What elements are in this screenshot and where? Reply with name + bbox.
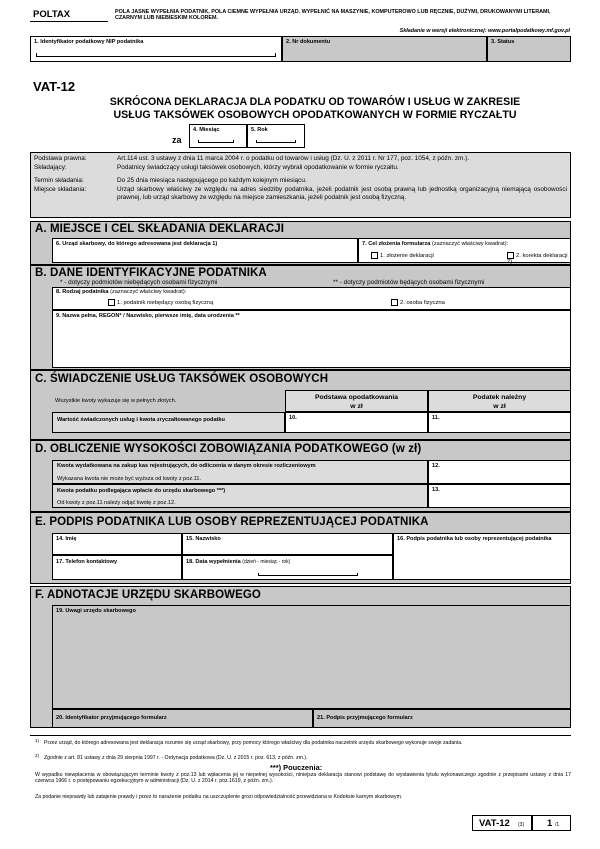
receiver-signature-field: 21. Podpis przyjmującego formularz <box>313 709 571 728</box>
checkbox-icon[interactable] <box>391 299 398 306</box>
date-comb <box>258 573 358 576</box>
header-electronic: Składanie w wersji elektronicznej: www.portalpodatkowy.mf.gov.pl <box>399 28 570 34</box>
place-text: Urząd skarbowy właściwy ze względu na adres siedziby podatnika, jeżeli podatnik jest osobą prawną lub jednostką organizacyjną niemającą osobowości prawnej, lub urząd skarbowy ze względu na miejsce zamieszkania, jeżeli podatnik jest osobą fizyczną. <box>117 186 567 201</box>
fill-date-field[interactable] <box>182 555 393 580</box>
legal-label: Podstawa prawna: <box>34 155 87 162</box>
year-comb <box>256 140 296 143</box>
header-underline <box>30 21 108 22</box>
tax-payable-label: Kwota podatku podlegająca wpłacie do urzędu skarbowego ***) Od kwoty z poz.11 należy odjąć kwotę z poz.12. <box>52 484 428 508</box>
section-d-title: D. OBLICZENIE WYSOKOŚCI ZOBOWIĄZANIA PODATKOWEGO (w zł) <box>35 443 422 455</box>
footnote-1: Przez urząd, do którego adresowana jest deklaracja rozumie się urząd skarbowy, przy pomocy którego właściwy dla podatnika naczelnik urzędu skarbowego wykonuje swoje zadania. <box>44 740 463 746</box>
year-field[interactable] <box>247 124 305 148</box>
office-remarks-field: 19. Uwagi urzędu skarbowego <box>52 605 571 709</box>
services-value-label: Wartość świadczonych usług i kwota zryczałtowanego podatku <box>52 412 285 433</box>
checkbox-icon[interactable] <box>371 252 378 259</box>
nip-field[interactable] <box>30 36 282 62</box>
footnote-2-mark: 2) <box>35 753 40 758</box>
field-12[interactable]: 12. <box>428 460 571 484</box>
first-name-field[interactable]: 14. Imię <box>52 533 182 555</box>
month-comb <box>198 140 234 143</box>
legal-text: Art.114 ust. 3 ustawy z dnia 11 marca 2004 r. o podatku od towarów i usług (Dz. U. z 2011 r. Nr 177, poz. 1054, z późn. zm.). <box>117 155 470 162</box>
section-f-title: F. ADNOTACJE URZĘDU SKARBOWEGO <box>35 589 261 601</box>
phone-field[interactable]: 17. Telefon kontaktowy <box>52 555 182 580</box>
footnote-2: Zgodnie z art. 81 ustawy z dnia 29 sierpnia 1997 r. - Ordynacja podatkowa (Dz. U. z 2015 r. poz. 613, z późn. zm.). <box>44 755 308 761</box>
section-c-title: C. ŚWIADCZENIE USŁUG TAKSÓWEK OSOBOWYCH <box>35 373 329 385</box>
doc-number-label: 2. Nr dokumentu <box>286 39 331 45</box>
form-code: VAT-12 <box>33 79 76 94</box>
footer-page-number: 1 /1 <box>532 815 571 831</box>
pouczenie-2: Za podanie nieprawdy lub zatajenie prawdy i przez to narażenie podatku na uszczuplenie grozi odpowiedzialność przewidziana w Kodeksie karnym skarbowym. <box>35 794 403 800</box>
office-field[interactable] <box>52 238 358 263</box>
field-11[interactable]: 11. <box>428 412 571 433</box>
header-brand: POLTAX <box>33 9 71 20</box>
cash-register-label: Kwota wydatkowana na zakup kas rejestrujących, do odliczenia w danym okresie rozliczeniowym Wykazana kwota nie może być wyższa od kwoty z poz.11. <box>52 460 428 484</box>
month-label: 4. Miesiąc <box>193 127 220 133</box>
footnote-1-mark: 1) <box>35 738 40 743</box>
purpose-label: 7. Cel złożenia formularza (zaznaczyć właściwy kwadrat): <box>362 241 509 247</box>
form-title-2: USŁUG TAKSÓWEK OSOBOWYCH OPODATKOWANYCH W FORMIE RYCZAŁTU <box>113 109 517 121</box>
nip-comb <box>36 53 276 57</box>
deadline-label: Termin składania: <box>34 177 84 184</box>
last-name-field[interactable]: 15. Nazwisko <box>182 533 393 555</box>
doc-number-field <box>282 36 487 62</box>
filer-text: Podatnicy świadczący usługi taksówek osobowych, którzy wybrali opodatkowanie w formie ryczałtu. <box>117 164 399 171</box>
status-field <box>487 36 571 62</box>
field-13[interactable]: 13. <box>428 484 571 508</box>
year-label: 5. Rok <box>251 127 268 133</box>
taxpayer-option-1[interactable]: 1. podatnik niebędący osobą fizyczną <box>108 299 213 306</box>
section-a-title: A. MIEJSCE I CEL SKŁADANIA DEKLARACJI <box>35 223 285 235</box>
pouczenie-heading: ***) Pouczenia: <box>270 763 323 772</box>
nip-label: 1. Identyfikator podatkowy NIP podatnika <box>34 39 144 45</box>
taxpayer-option-2[interactable]: 2. osoba fizyczna <box>391 299 445 306</box>
taxpayer-type-label: 8. Rodzaj podatnika (zaznaczyć właściwy kwadrat): <box>56 289 187 295</box>
tax-base-header: Podstawa opodatkowania w zł <box>285 390 428 412</box>
checkbox-icon[interactable] <box>108 299 115 306</box>
za-label: za <box>172 135 182 145</box>
deadline-text: Do 25 dnia miesiąca następującego po każdym kolejnym miesiącu. <box>117 177 307 184</box>
footer-form-code: VAT-12 (3) <box>472 815 532 831</box>
form-title-1: SKRÓCONA DEKLARACJA DLA PODATKU OD TOWARÓW I USŁUG W ZAKRESIE <box>109 96 521 108</box>
month-field[interactable] <box>189 124 247 148</box>
footnote-rule <box>30 735 571 736</box>
receiver-id-field: 20. Identyfikator przyjmującego formularz <box>52 709 313 728</box>
header-instructions: POLA JASNE WYPEŁNIA PODATNIK, POLA CIEMNE WYPEŁNIA URZĄD. WYPEŁNIĆ NA MASZYNIE, KOMPUTEROWO LUB RĘCZNIE, DUŻYMI, DRUKOWANYMI LITERAMI, CZARNYM LUB NIEBIESKIM KOLOREM. <box>115 9 551 22</box>
filer-label: Składający: <box>34 164 67 171</box>
taxpayer-name-field[interactable] <box>52 310 571 368</box>
taxpayer-type-field <box>52 287 571 310</box>
field-10[interactable]: 10. <box>285 412 428 433</box>
purpose-field <box>358 238 571 266</box>
signature-field[interactable]: 16. Podpis podatnika lub osoby reprezentującej podatnika <box>393 533 571 580</box>
tax-due-header: Podatek należny w zł <box>428 390 571 412</box>
section-c-hint: Wszystkie kwoty wykazuje się w pełnych złotych. <box>55 398 177 404</box>
status-label: 3. Status <box>491 39 515 45</box>
section-b-title: B. DANE IDENTYFIKACYJNE PODATNIKA <box>35 267 267 279</box>
pouczenie-1: W wypadku niewpłacenia w obowiązującym terminie kwoty z poz.13 lub wpłacenia jej w niepełnej wysokości, niniejsza deklaracja stanowi podstawę do wystawienia tytułu wykonawczego zgodnie z przepisami ustawy z dnia 17 czerwca 1966 r. o postępowaniu egzekucyjnym w administracji (Dz. U. z 2014 r. poz.1619, z późn. zm.). <box>35 772 571 785</box>
office-label: 6. Urząd skarbowy, do którego adresowana jest deklaracja 1) <box>56 241 218 247</box>
section-b-note-1: * - dotyczy podmiotów niebędących osobami fizycznymi <box>60 279 218 286</box>
section-e-title: E. PODPIS PODATNIKA LUB OSOBY REPREZENTUJĄCEJ PODATNIKA <box>35 516 429 528</box>
purpose-option-2[interactable]: 2. korekta deklaracji 2) <box>507 253 568 266</box>
checkbox-icon[interactable] <box>507 252 514 259</box>
section-b-note-2: ** - dotyczy podmiotów będących osobami fizycznymi <box>333 279 485 286</box>
place-label: Miejsce składania: <box>34 186 87 193</box>
taxpayer-name-label: 9. Nazwa pełna, REGON* / Nazwisko, pierwsze imię, data urodzenia ** <box>56 313 240 319</box>
fill-date-label: 18. Data wypełnienia (dzień - miesiąc - rok) <box>186 559 291 565</box>
purpose-option-1[interactable]: 1. złożenie deklaracji <box>371 252 434 259</box>
